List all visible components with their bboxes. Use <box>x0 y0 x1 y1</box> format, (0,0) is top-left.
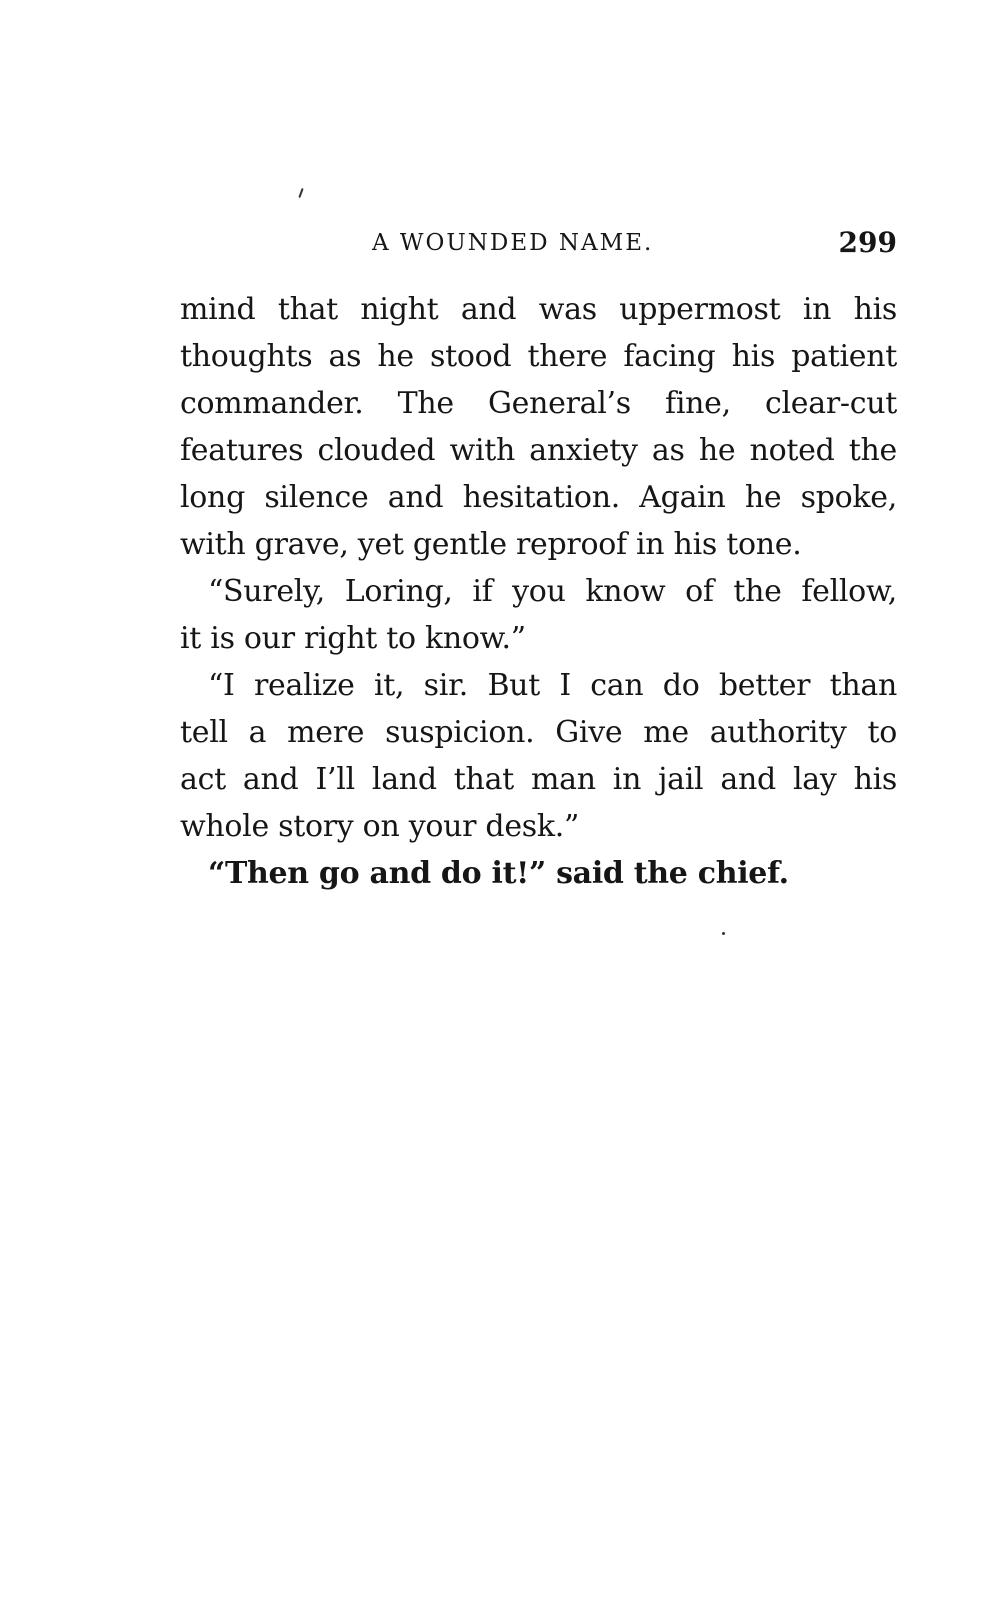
ink-speck <box>298 188 303 198</box>
running-title: A WOUNDED NAME. <box>372 230 654 256</box>
text-line: tell a mere suspicion. Give me authority to <box>180 715 897 750</box>
text-line: commander. The General’s fine, clear-cut <box>180 386 897 421</box>
text-line: “I realize it, sir. But I can do better than <box>208 668 897 703</box>
text-line: act and I’ll land that man in jail and lay his <box>180 762 897 797</box>
text-line: “Surely, Loring, if you know of the fellow, <box>208 574 897 609</box>
text-line: “Then go and do it!” said the chief. <box>208 856 789 891</box>
text-line: mind that night and was uppermost in his <box>180 292 897 327</box>
text-line: thoughts as he stood there facing his patient <box>180 339 897 374</box>
text-line: it is our right to know.” <box>180 621 526 656</box>
text-line: whole story on your desk.” <box>180 809 580 844</box>
text-line: features clouded with anxiety as he noted the <box>180 433 897 468</box>
running-header <box>180 224 897 264</box>
text-line: long silence and hesitation. Again he spoke, <box>180 480 897 515</box>
text-line: with grave, yet gentle reproof in his tone. <box>180 527 802 562</box>
ink-speck <box>722 932 725 935</box>
body-text <box>180 286 897 897</box>
page-number: 299 <box>838 226 897 259</box>
